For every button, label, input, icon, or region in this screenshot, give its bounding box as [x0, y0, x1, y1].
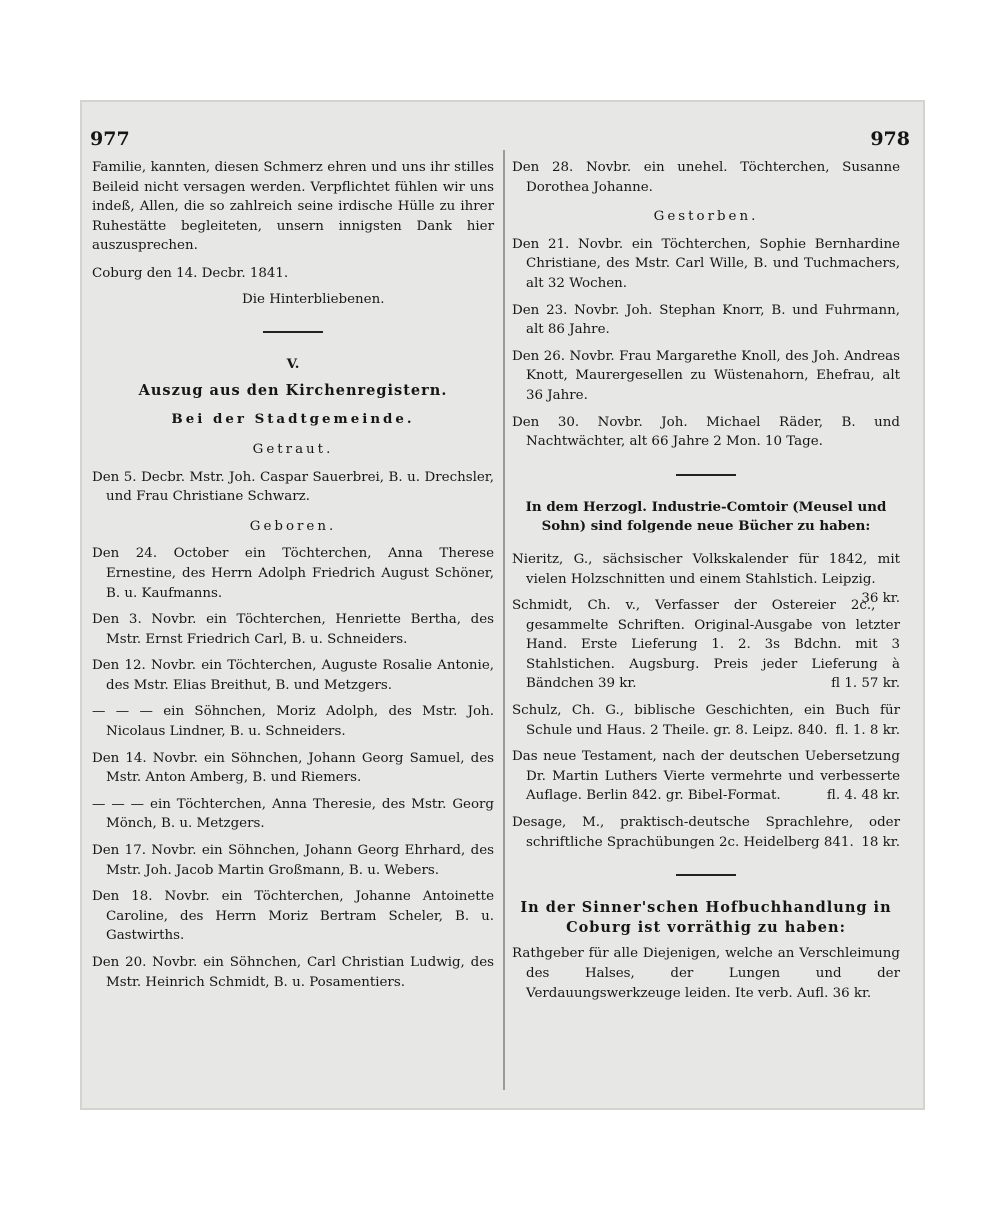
section-number: V. [286, 356, 300, 373]
book-listing: Schulz, Ch. G., biblische Geschichten, ein Buch für Schule und Haus. 2 Theile. gr. 8. Leipz. 840. fl. 1. 8 kr. [512, 701, 900, 740]
book-price: fl. 1. 8 kr. [835, 722, 900, 738]
right-column [512, 158, 900, 1010]
birth-entry: Den 24. October ein Töchterchen, Anna Therese Ernestine, des Herrn Adolph Friedrich August Schöner, B. u. Kaufmanns. [92, 546, 494, 601]
married-heading: Getraut. [252, 441, 334, 457]
parish-heading: Bei der Stadtgemeinde. [171, 411, 415, 428]
obituary-text: Familie, kannten, diesen Schmerz ehren und uns ihr stilles Beileid nicht versagen werden. Verpflichtet fühlen wir uns indeß, Allen, die so zahlreich seine irdische Hülle zu ihrer Ruhestätte begleiteten, unsern innigsten Dank hier auszusprechen. [92, 160, 494, 254]
birth-entry: Den 12. Novbr. ein Töchterchen, Auguste Rosalie Antonie, des Mstr. Elias Breithut, B. und Metzgers. [92, 658, 494, 693]
birth-entry: Den 28. Novbr. ein unehel. Töchterchen, Susanne Dorothea Johanne. [512, 160, 900, 195]
page-number-right: 978 [870, 128, 910, 150]
book-price: fl. 4. 48 kr. [826, 788, 900, 804]
birth-entry: Den 3. Novbr. ein Töchterchen, Henriette Bertha, des Mstr. Ernst Friedrich Carl, B. u. Schneiders. [92, 612, 494, 647]
section-title: Auszug aus den Kirchenregistern. [138, 381, 448, 399]
death-entry: Den 23. Novbr. Joh. Stephan Knorr, B. und Fuhrmann, alt 86 Jahre. [512, 302, 900, 338]
page-number-left: 977 [90, 128, 130, 150]
obituary-signature: Die Hinterbliebenen. [242, 291, 385, 307]
section-rule [676, 474, 736, 476]
ad-text-rathgeber: Rathgeber für alle Diejenigen, welche an Verschleimung des Halses, der Lungen und der Verdauungswerkzeuge leiden. Ite verb. Aufl. 36 kr. [512, 946, 900, 1001]
column-divider [503, 150, 505, 1090]
section-rule [676, 874, 736, 876]
book-price: 36 kr. [861, 591, 900, 607]
birth-entry: Den 14. Novbr. ein Söhnchen, Johann Georg Samuel, des Mstr. Anton Amberg, B. und Riemers. [92, 750, 494, 786]
birth-entry: Den 18. Novbr. ein Töchterchen, Johanne Antoinette Caroline, des Herrn Moriz Bertram Scheler, B. u. Gastwirths. [92, 889, 494, 944]
book-listing: Nieritz, G., sächsischer Volkskalender für 1842, mit vielen Holzschnitten und einem Stahlstich. Leipzig. 36 kr. [512, 550, 900, 589]
book-listing: Das neue Testament, nach der deutschen Uebersetzung Dr. Martin Luthers Vierte vermehrte und verbesserte Auflage. Berlin 842. gr. Bibel-Format. fl. 4. 48 kr. [512, 747, 900, 806]
book-listing: Schmidt, Ch. v., Verfasser der Ostereier 2c., gesammelte Schriften. Original-Ausgabe von letzter Hand. Erste Lieferung 1. 2. 3s Bdchn. mit 3 Stahlstichen. Augsburg. Preis jeder Lieferung à Bändchen 39 kr. fl 1. 57 kr. [512, 596, 900, 694]
section-rule [263, 331, 323, 333]
married-entry: Den 5. Decbr. Mstr. Joh. Caspar Sauerbrei, B. u. Drechsler, und Frau Christiane Schwarz. [92, 469, 494, 505]
ad-heading-industrie-comtoir: In dem Herzogl. Industrie-Comtoir (Meusel und Sohn) sind folgende neue Bücher zu haben: [525, 498, 887, 535]
ad-heading-sinner-hofbuchhandlung: In der Sinner'schen Hofbuchhandlung in Coburg ist vorräthig zu haben: [520, 899, 892, 936]
died-heading: Gestorben. [653, 209, 759, 225]
birth-entry: — — — ein Söhnchen, Moriz Adolph, des Mstr. Joh. Nicolaus Lindner, B. u. Schneiders. [92, 704, 494, 740]
book-price: 18 kr. [861, 834, 900, 850]
obituary-date: Coburg den 14. Decbr. 1841. [92, 265, 289, 281]
born-heading: Geboren. [249, 518, 337, 534]
birth-entry: Den 20. Novbr. ein Söhnchen, Carl Christian Ludwig, des Mstr. Heinrich Schmidt, B. u. Posamentiers. [92, 955, 494, 990]
birth-entry: — — — ein Töchterchen, Anna Theresie, des Mstr. Georg Mönch, B. u. Metzgers. [92, 796, 494, 832]
death-entry: Den 30. Novbr. Joh. Michael Räder, B. und Nachtwächter, alt 66 Jahre 2 Mon. 10 Tage. [512, 414, 900, 450]
book-price: fl 1. 57 kr. [831, 676, 900, 692]
death-entry: Den 21. Novbr. ein Töchterchen, Sophie Bernhardine Christiane, des Mstr. Carl Wille, B. und Tuchmachers, alt 32 Wochen. [512, 236, 900, 291]
death-entry: Den 26. Novbr. Frau Margarethe Knoll, des Joh. Andreas Knott, Maurergesellen zu Wüstenahorn, Ehefrau, alt 36 Jahre. [512, 348, 900, 403]
birth-entry: Den 17. Novbr. ein Söhnchen, Johann Georg Ehrhard, des Mstr. Joh. Jacob Martin Großmann, B. u. Webers. [92, 843, 494, 878]
left-column [92, 158, 494, 999]
book-listing: Desage, M., praktisch-deutsche Sprachlehre, oder schriftliche Sprachübungen 2c. Heidelberg 841. 18 kr. [512, 813, 900, 852]
